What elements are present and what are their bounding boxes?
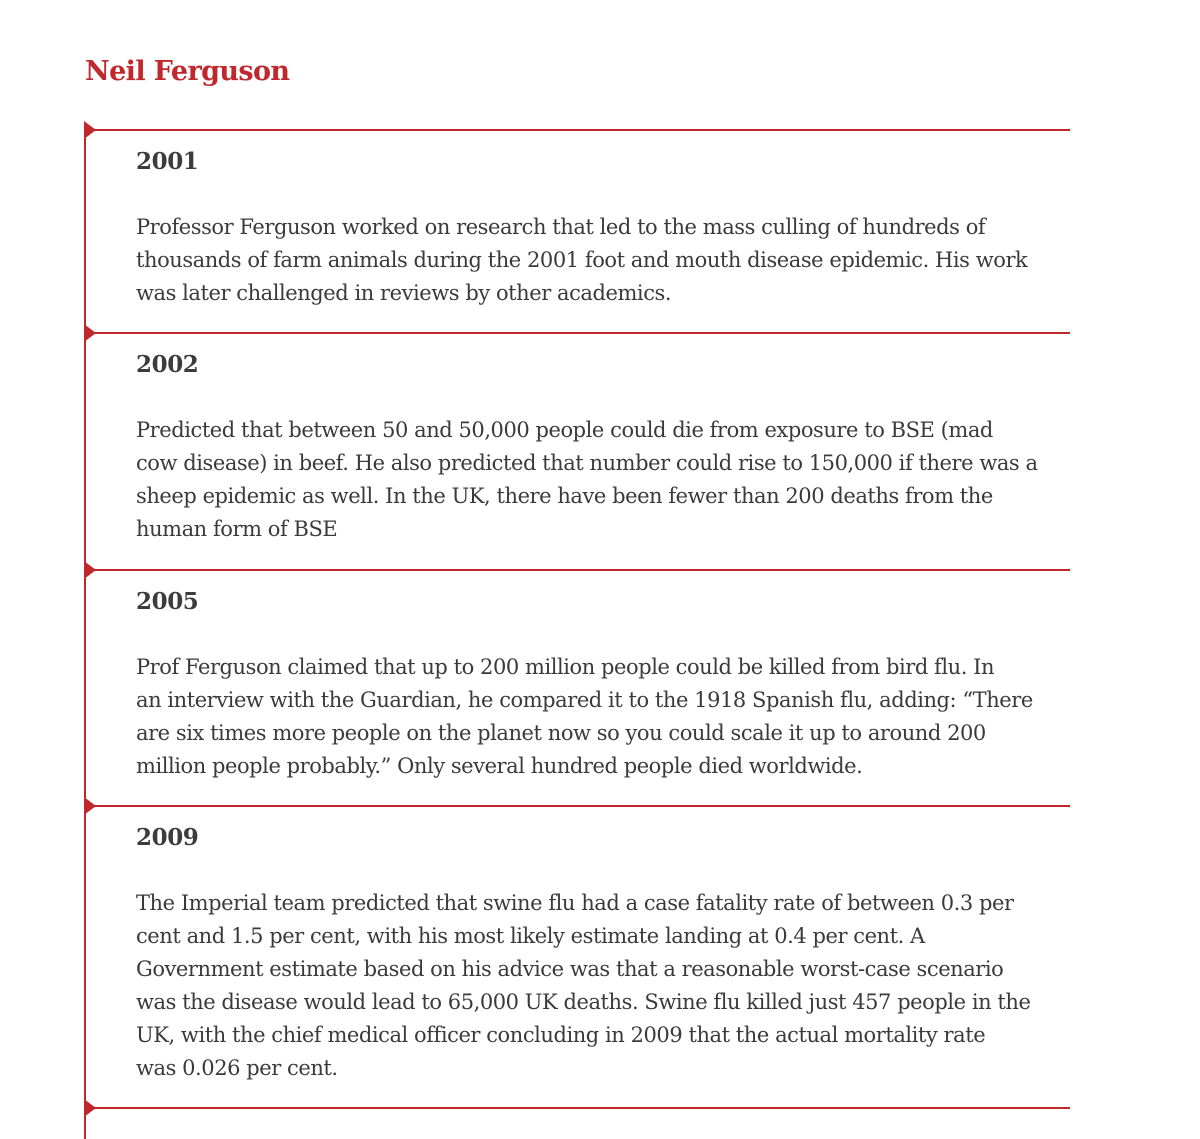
- text-line: million people probably.” Only several hundred people died worldwide.: [136, 754, 863, 778]
- page-title: Neil Ferguson: [85, 56, 290, 87]
- entry-year: 2009: [136, 824, 199, 851]
- text-line: sheep epidemic as well. In the UK, there have been fewer than 200 deaths from the: [136, 484, 993, 508]
- text-line: Professor Ferguson worked on research that led to the mass culling of hundreds of: [136, 215, 986, 239]
- text-line: Government estimate based on his advice was that a reasonable worst-case scenario: [136, 957, 1004, 981]
- text-line: an interview with the Guardian, he compared it to the 1918 Spanish flu, adding: “There: [136, 688, 1033, 712]
- timeline-entry-next: [86, 1107, 1070, 1109]
- text-line: was later challenged in reviews by other academics.: [136, 281, 672, 305]
- timeline-marker-icon: [84, 797, 96, 815]
- text-line: Prof Ferguson claimed that up to 200 million people could be killed from bird flu. In: [136, 655, 995, 679]
- entry-year: 2005: [136, 588, 199, 615]
- timeline-entry-2009: [86, 805, 1070, 1080]
- timeline: [84, 129, 1070, 1139]
- entry-year: 2001: [136, 148, 199, 175]
- text-line: are six times more people on the planet now so you could scale it up to around 200: [136, 721, 986, 745]
- text-line: thousands of farm animals during the 2001 foot and mouth disease epidemic. His work: [136, 248, 1028, 272]
- text-line: cent and 1.5 per cent, with his most likely estimate landing at 0.4 per cent. A: [136, 924, 925, 948]
- timeline-marker-icon: [84, 324, 96, 342]
- text-line: UK, with the chief medical officer concluding in 2009 that the actual mortality rate: [136, 1023, 986, 1047]
- text-line: was the disease would lead to 65,000 UK deaths. Swine flu killed just 457 people in the: [136, 990, 1031, 1014]
- entry-text: [136, 414, 1071, 546]
- entry-text: [136, 887, 1071, 1085]
- text-line: Predicted that between 50 and 50,000 people could die from exposure to BSE (mad: [136, 418, 993, 442]
- timeline-marker-icon: [84, 561, 96, 579]
- entry-year: 2002: [136, 351, 199, 378]
- timeline-entry-2005: [86, 569, 1070, 778]
- timeline-marker-icon: [84, 121, 96, 139]
- text-line: The Imperial team predicted that swine flu had a case fatality rate of between 0.3 per: [136, 891, 1014, 915]
- timeline-marker-icon: [84, 1099, 96, 1117]
- timeline-entry-2001: [86, 129, 1070, 305]
- text-line: cow disease) in beef. He also predicted that number could rise to 150,000 if there was a: [136, 451, 1038, 475]
- timeline-entry-2002: [86, 332, 1070, 541]
- text-line: human form of BSE: [136, 517, 338, 541]
- entry-text: [136, 211, 1071, 310]
- entry-text: [136, 651, 1071, 783]
- text-line: was 0.026 per cent.: [136, 1056, 338, 1080]
